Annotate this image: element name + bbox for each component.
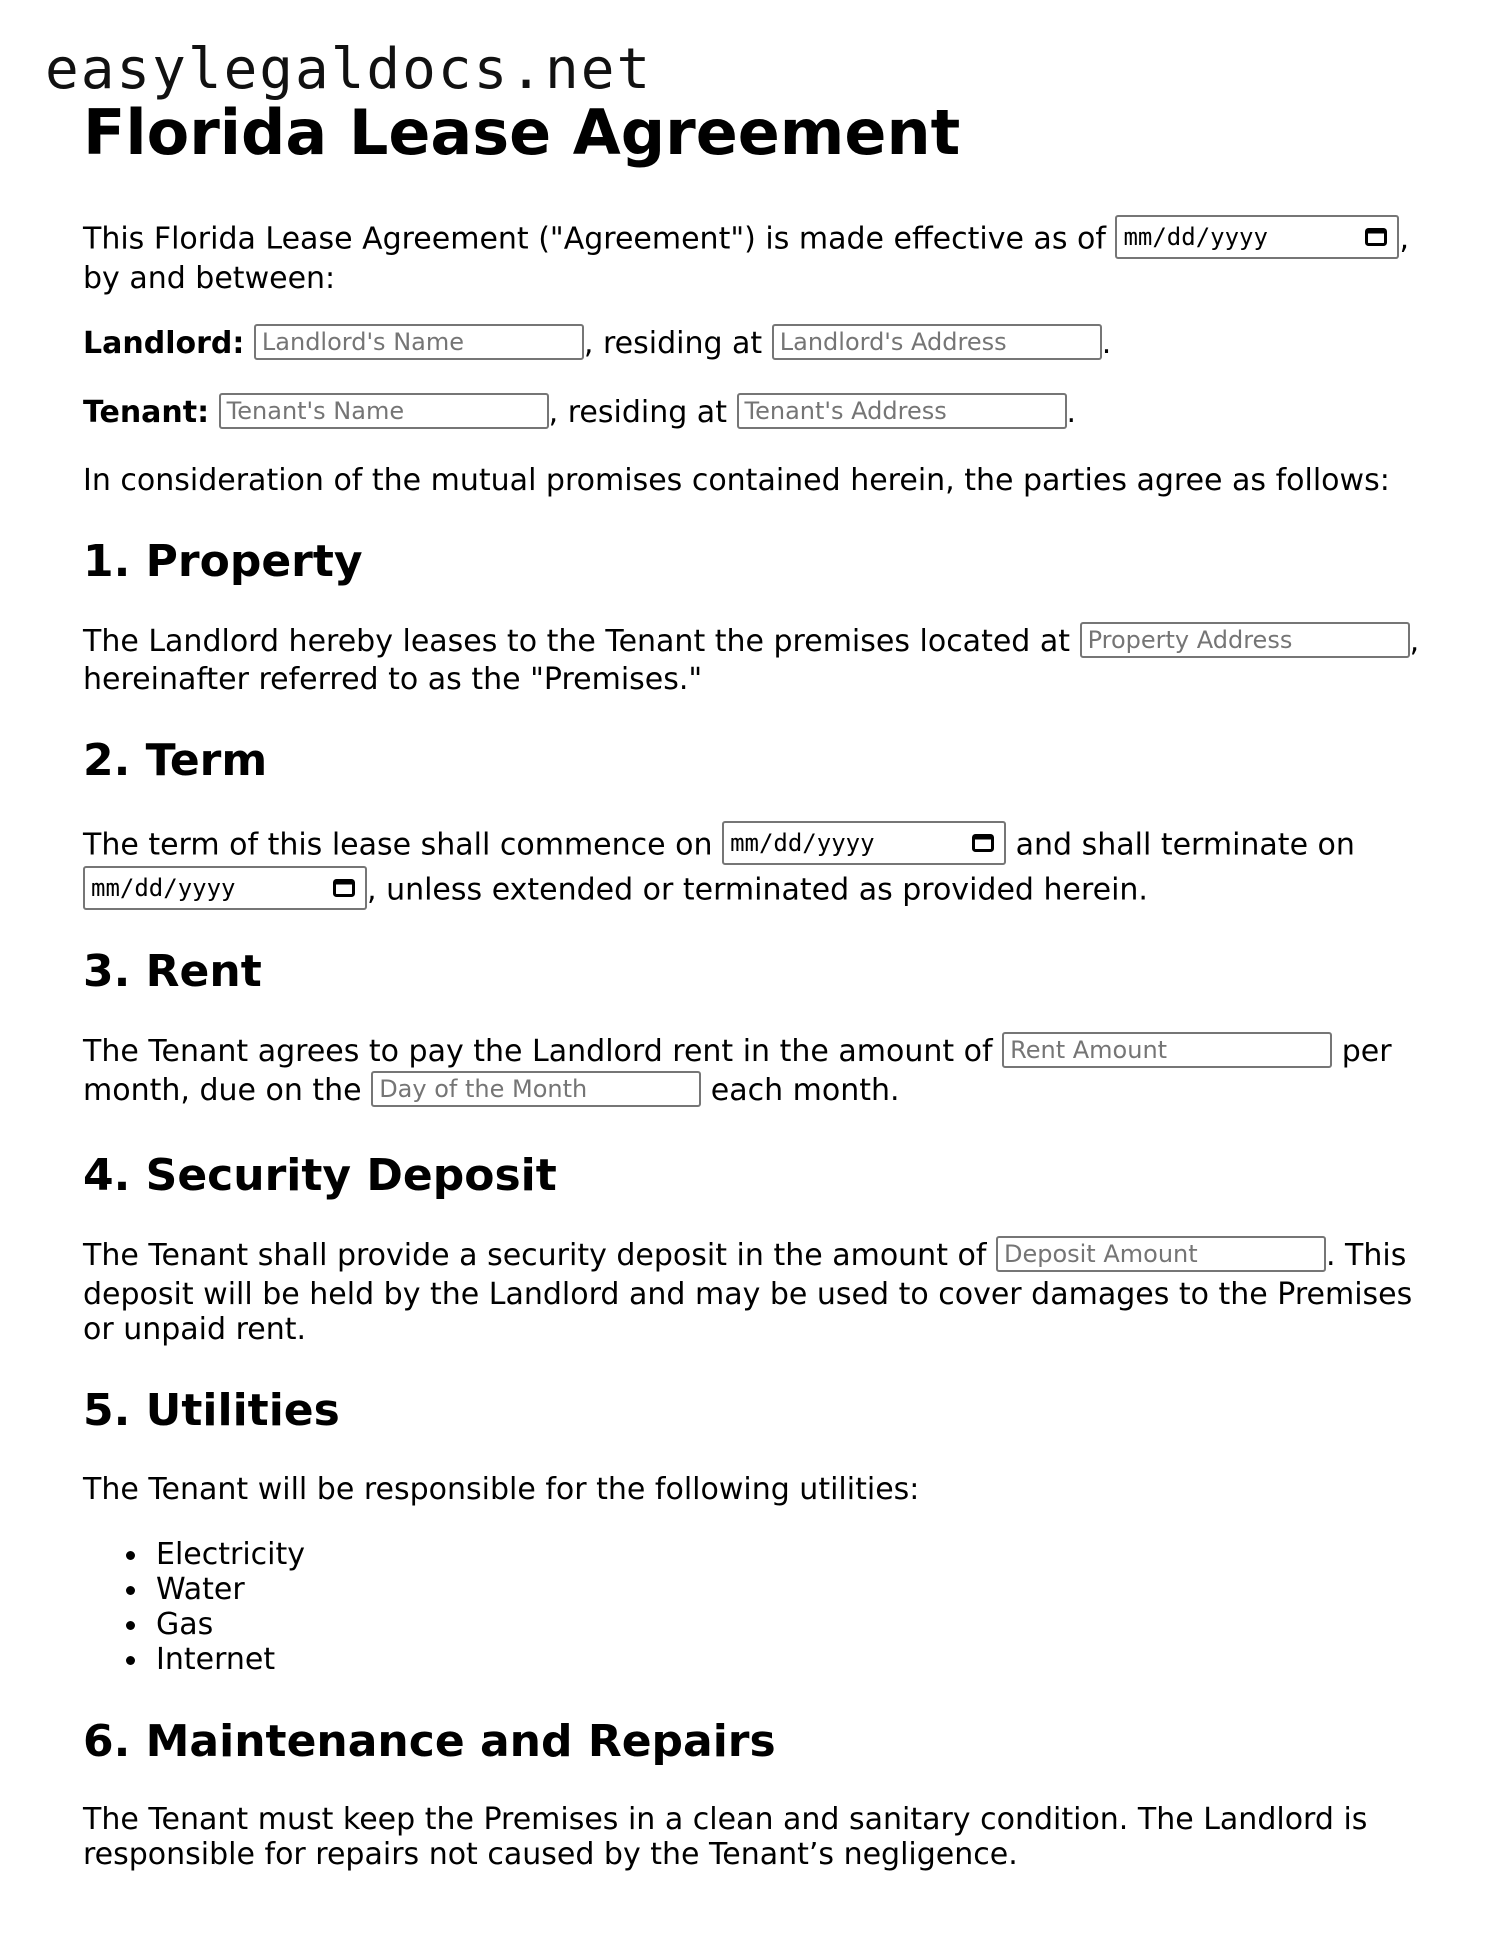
page-title: Florida Lease Agreement — [83, 96, 961, 169]
intro-paragraph: This Florida Lease Agreement ("Agreement") is made effective as of mm/dd/yyyy , — [83, 218, 1409, 262]
tenant-name-input[interactable]: Tenant's Name — [219, 393, 549, 429]
list-item: Water — [156, 1572, 305, 1607]
utilities-list — [83, 1537, 305, 1677]
rent-day-input[interactable]: Day of the Month — [371, 1071, 701, 1107]
term-line2: mm/dd/yyyy , unless extended or terminated as provided herein. — [83, 869, 1148, 913]
calendar-icon[interactable] — [972, 832, 994, 852]
list-item: Gas — [156, 1607, 305, 1642]
tenant-address-input[interactable]: Tenant's Address — [737, 393, 1067, 429]
list-item: Internet — [156, 1642, 305, 1677]
section-heading-term: 2. Term — [83, 735, 268, 786]
deposit-amount-input[interactable]: Deposit Amount — [996, 1236, 1326, 1272]
term-paragraph: The term of this lease shall commence on mm/dd/yyyy and shall terminate on — [83, 824, 1355, 868]
lease-end-date-input[interactable]: mm/dd/yyyy — [83, 866, 367, 910]
deposit-line3: or unpaid rent. — [83, 1312, 307, 1347]
landlord-name-input[interactable]: Landlord's Name — [254, 324, 584, 360]
site-watermark: easylegaldocs.net — [45, 37, 653, 102]
property-line2: hereinafter referred to as the "Premises." — [83, 662, 703, 697]
consideration-text: In consideration of the mutual promises contained herein, the parties agree as follows: — [83, 463, 1390, 498]
landlord-label: Landlord: — [83, 326, 245, 361]
tenant-line: Tenant: Tenant's Name , residing at Tenant's Address . — [83, 395, 1076, 432]
deposit-paragraph: The Tenant shall provide a security deposit in the amount of Deposit Amount . This — [83, 1238, 1406, 1275]
effective-date-input[interactable]: mm/dd/yyyy — [1115, 215, 1399, 259]
section-heading-rent: 3. Rent — [83, 946, 262, 997]
utilities-text: The Tenant will be responsible for the following utilities: — [83, 1472, 920, 1507]
section-heading-maintenance: 6. Maintenance and Repairs — [83, 1716, 776, 1767]
intro-text: This Florida Lease Agreement ("Agreement") is made effective as of — [83, 221, 1106, 257]
maintenance-line2: responsible for repairs not caused by the Tenant’s negligence. — [83, 1837, 1018, 1872]
landlord-line: Landlord: Landlord's Name , residing at Landlord's Address . — [83, 326, 1111, 363]
calendar-icon[interactable] — [1365, 226, 1387, 246]
deposit-line2: deposit will be held by the Landlord and may be used to cover damages to the Premises — [83, 1277, 1413, 1312]
lease-start-date-input[interactable]: mm/dd/yyyy — [722, 821, 1006, 865]
maintenance-line1: The Tenant must keep the Premises in a clean and sanitary condition. The Landlord is — [83, 1802, 1368, 1837]
rent-paragraph: The Tenant agrees to pay the Landlord rent in the amount of Rent Amount per — [83, 1034, 1392, 1071]
list-item: Electricity — [156, 1537, 305, 1572]
property-address-input[interactable]: Property Address — [1080, 622, 1410, 658]
property-paragraph: The Landlord hereby leases to the Tenant the premises located at Property Address , — [83, 624, 1419, 661]
rent-amount-input[interactable]: Rent Amount — [1002, 1032, 1332, 1068]
tenant-label: Tenant: — [83, 395, 210, 430]
rent-line2: month, due on the Day of the Month each month. — [83, 1073, 900, 1110]
section-heading-deposit: 4. Security Deposit — [83, 1150, 557, 1201]
calendar-icon[interactable] — [333, 877, 355, 897]
section-heading-property: 1. Property — [83, 536, 363, 587]
section-heading-utilities: 5. Utilities — [83, 1385, 340, 1436]
landlord-address-input[interactable]: Landlord's Address — [772, 324, 1102, 360]
intro-line2: by and between: — [83, 261, 336, 296]
